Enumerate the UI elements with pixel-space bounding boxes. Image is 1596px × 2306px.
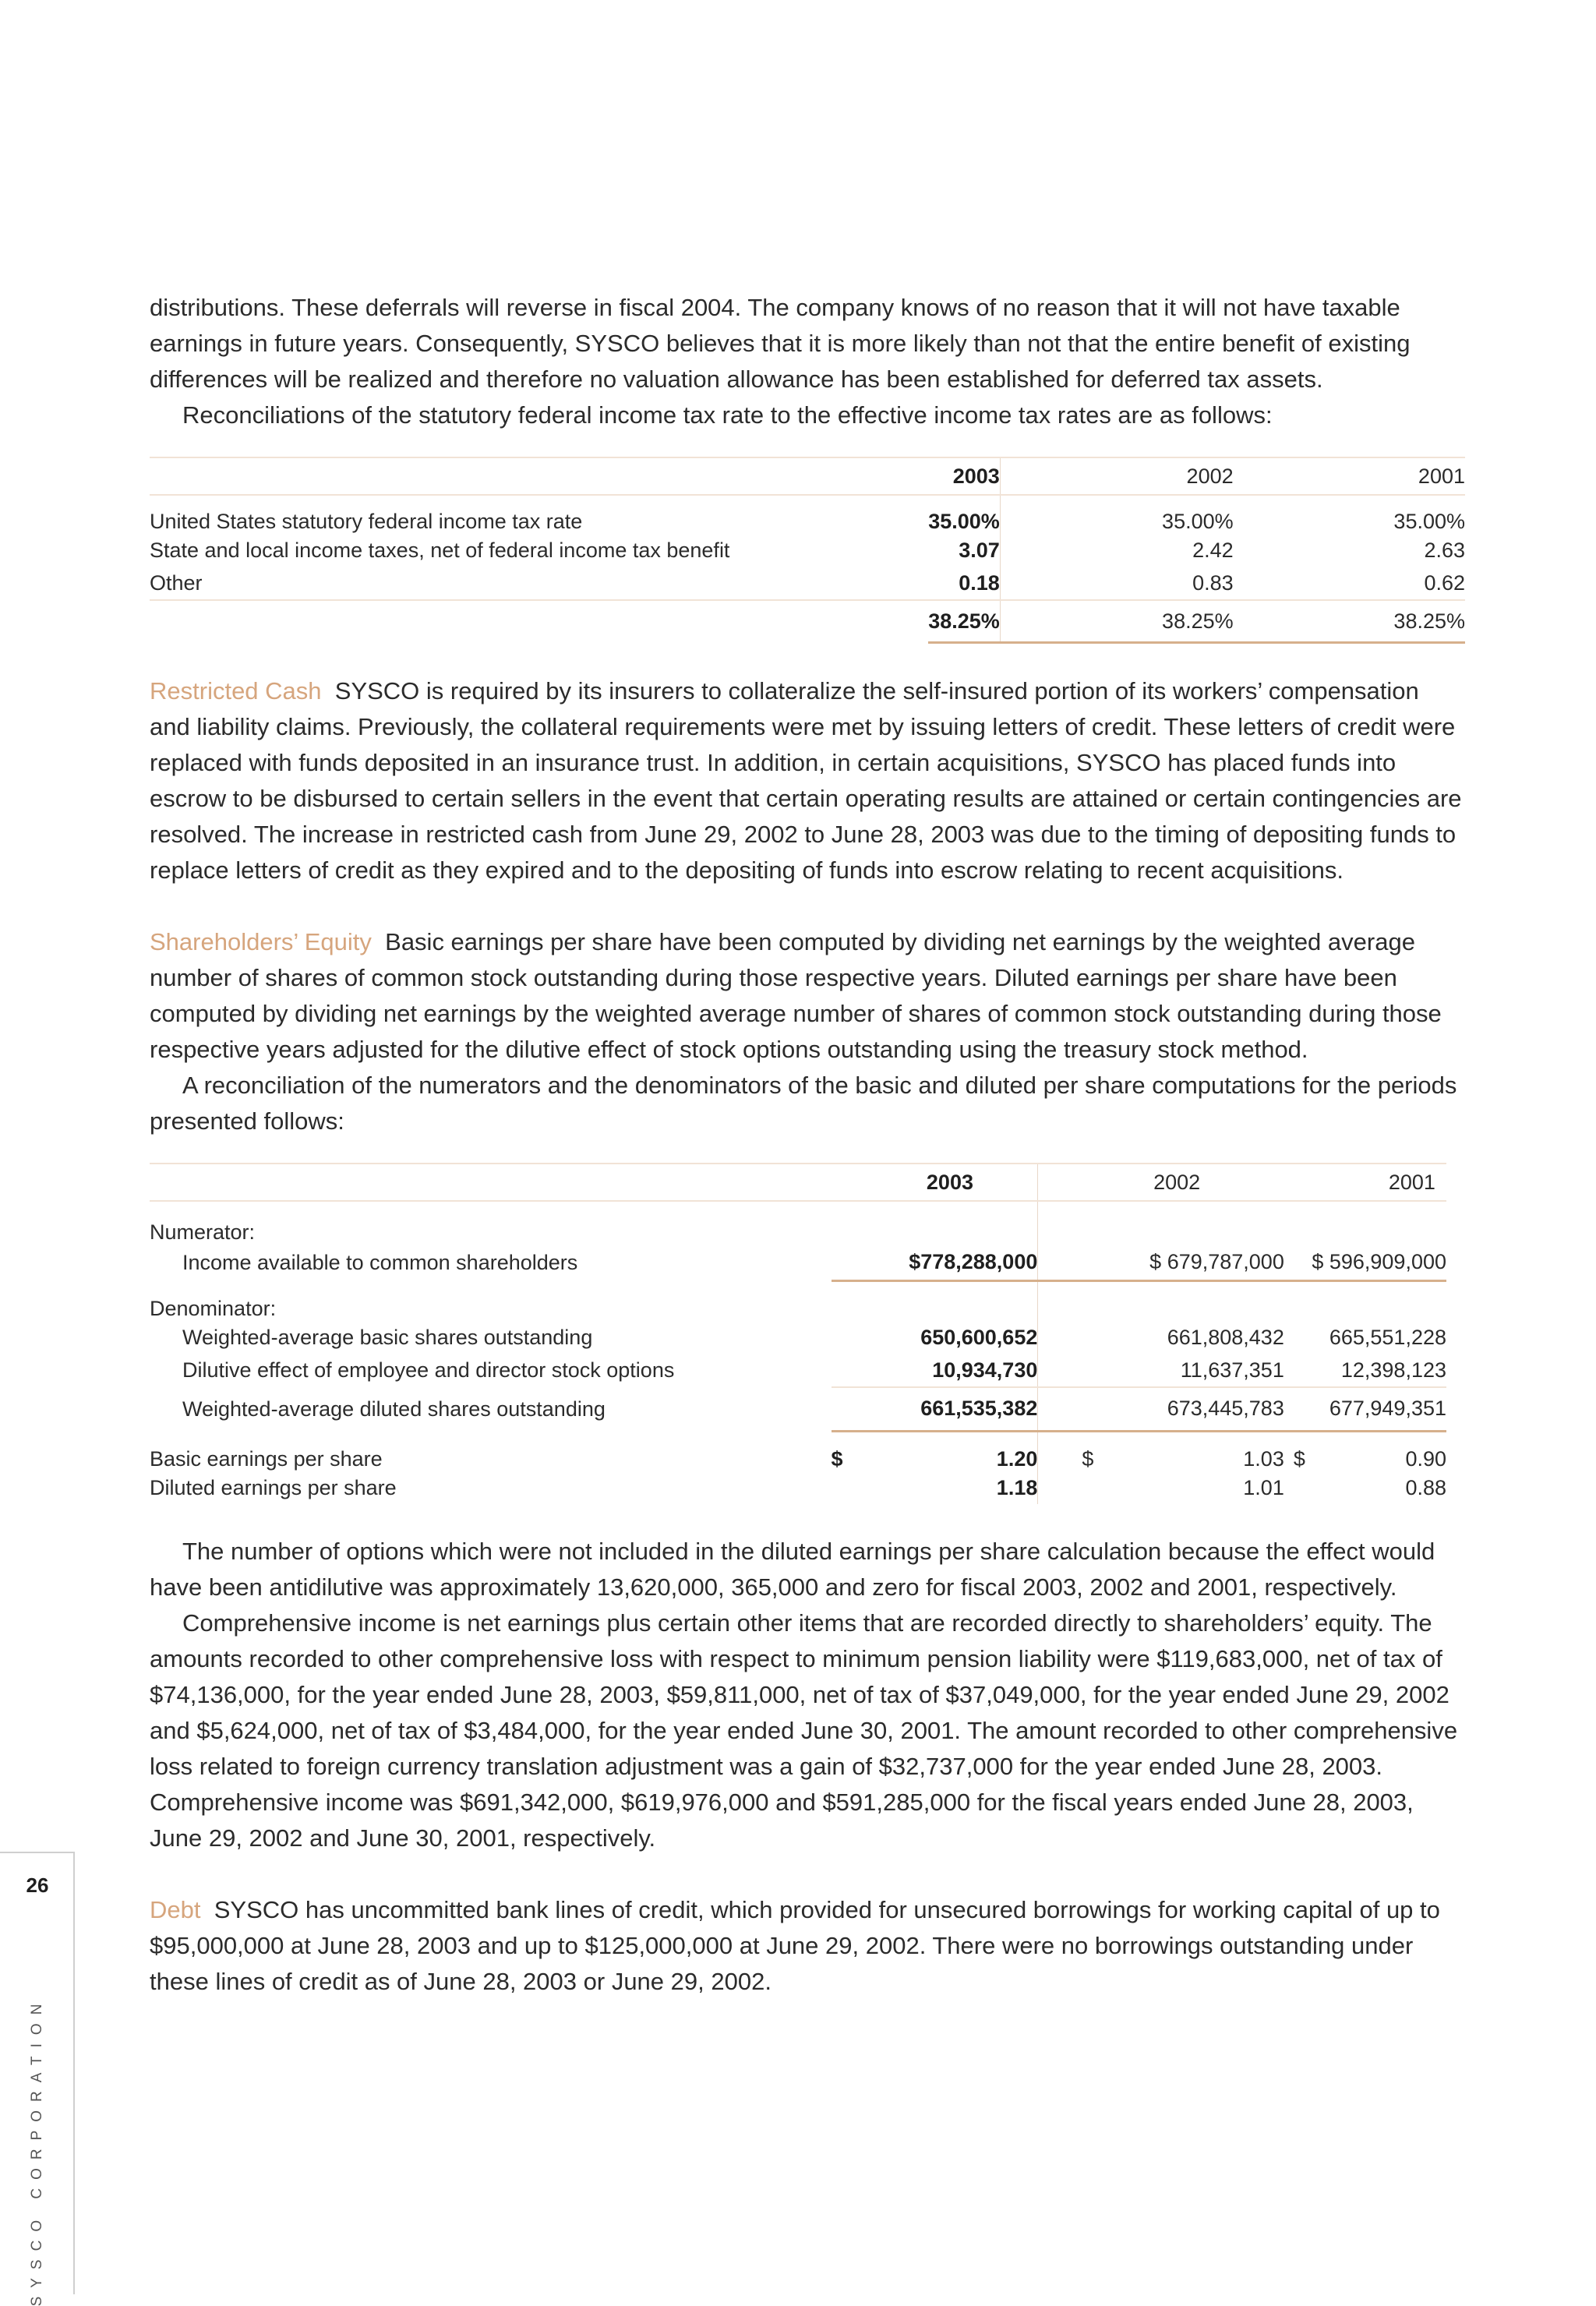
eps-reconciliation-intro: A reconciliation of the numerators and the denominators of the basic and diluted per share computations for the periods presented follows: bbox=[150, 1072, 1457, 1135]
section-heading: Debt bbox=[150, 1896, 201, 1923]
group-label: Denominator: bbox=[150, 1297, 277, 1320]
currency-symbol: $ bbox=[831, 1447, 843, 1471]
row-label: State and local income taxes, net of federal income tax benefit bbox=[150, 538, 730, 562]
cell-value: 0.90 bbox=[1405, 1447, 1446, 1471]
shareholders-equity-section bbox=[150, 924, 1465, 1068]
row-label: Income available to common shareholders bbox=[182, 1250, 578, 1274]
antidilutive-paragraph: The number of options which were not included in the diluted earnings per share calculation because the effect would have been antidilutive was approximately 13,620,000, 365,000 and zero for fiscal 2003, 2002 and 2001, respectively. bbox=[150, 1538, 1435, 1601]
row-label: Weighted-average basic shares outstanding bbox=[182, 1325, 593, 1349]
cell-value: 12,398,123 bbox=[1340, 1358, 1446, 1382]
cell-value: $ 679,787,000 bbox=[1038, 1245, 1284, 1280]
page-content bbox=[150, 290, 1465, 2000]
reconciliation-intro: Reconciliations of the statutory federal income tax rate to the effective income tax rates are as follows: bbox=[182, 401, 1273, 429]
cell-value: 665,551,228 bbox=[1329, 1325, 1446, 1349]
total-row bbox=[150, 600, 1465, 643]
company-name: SYSCO CORPORATION bbox=[29, 1995, 45, 2306]
cell-value: 661,535,382 bbox=[832, 1387, 1038, 1431]
row-label: Other bbox=[150, 570, 203, 595]
table-row bbox=[150, 1245, 1446, 1280]
debt-section bbox=[150, 1892, 1465, 2000]
table-row bbox=[150, 1387, 1446, 1431]
year-header: 2001 bbox=[1234, 457, 1465, 495]
tax-table-header bbox=[150, 457, 1465, 495]
row-label: Dilutive effect of employee and director stock options bbox=[182, 1358, 675, 1382]
cell-value: 10,934,730 bbox=[932, 1358, 1038, 1382]
cell-value: $778,288,000 bbox=[832, 1245, 1038, 1280]
year-header: 2001 bbox=[1284, 1164, 1446, 1201]
cell-value: 11,637,351 bbox=[1038, 1354, 1284, 1387]
cell-value: 0.83 bbox=[1000, 567, 1233, 600]
currency-symbol: $ bbox=[1293, 1447, 1305, 1471]
cell-value: 35.00% bbox=[1000, 495, 1233, 534]
section-text: SYSCO is required by its insurers to collateralize the self-insured portion of its workers’ compensation and liability claims. Previously, the collateral requirements were met by issuing letters of credit. These letters of credit were replaced with funds deposited in an insurance trust. In addition, in certain acquisitions, SYSCO has placed funds into escrow to be disbursed to certain sellers in the event that certain operating results are attained or certain contingencies are resolved. The increase in restricted cash from June 29, 2002 to June 28, 2003 was due to the timing of depositing funds to replace letters of credit as they expired and to the depositing of funds into escrow relating to recent acquisitions. bbox=[150, 677, 1462, 884]
cell-value: 1.20 bbox=[996, 1447, 1038, 1471]
group-label: Numerator: bbox=[150, 1220, 256, 1244]
total-value: 38.25% bbox=[928, 600, 1000, 643]
section-heading: Restricted Cash bbox=[150, 677, 322, 705]
page-number: 26 bbox=[26, 1873, 49, 1897]
cell-value: 1.18 bbox=[996, 1475, 1038, 1499]
table-row bbox=[150, 1471, 1446, 1504]
cell-value: 2.42 bbox=[1000, 534, 1233, 567]
row-label: United States statutory federal income tax rate bbox=[150, 510, 583, 533]
total-value: 38.25% bbox=[1000, 600, 1233, 643]
row-label: Diluted earnings per share bbox=[150, 1475, 397, 1499]
table-row bbox=[150, 1201, 1446, 1245]
cell-value: 0.88 bbox=[1405, 1475, 1446, 1499]
cell-value: 2.63 bbox=[1424, 538, 1465, 562]
cell-value: 35.00% bbox=[1393, 510, 1465, 533]
intro-paragraph: distributions. These deferrals will reverse in fiscal 2004. The company knows of no reason that it will not have taxable earnings in future years. Consequently, SYSCO believes that it is more likely than not that the entire benefit of existing differences will be realized and therefore no valuation allowance has been established for deferred tax assets. bbox=[150, 294, 1411, 393]
table-row bbox=[150, 534, 1465, 567]
total-value: 38.25% bbox=[1234, 600, 1465, 643]
year-header: 2002 bbox=[1000, 457, 1233, 495]
table-row bbox=[150, 1354, 1446, 1387]
cell-value: 1.03 bbox=[1243, 1447, 1284, 1471]
cell-value: 661,808,432 bbox=[1038, 1321, 1284, 1354]
restricted-cash-section bbox=[150, 673, 1465, 888]
table-row bbox=[150, 495, 1465, 534]
cell-value: 35.00% bbox=[928, 510, 1000, 533]
year-header: 2002 bbox=[1038, 1164, 1284, 1201]
eps-table bbox=[150, 1163, 1446, 1504]
sidebar-divider bbox=[73, 1852, 75, 2294]
cell-value: 1.01 bbox=[1243, 1475, 1284, 1499]
table-row bbox=[150, 1321, 1446, 1354]
year-header: 2003 bbox=[832, 1164, 1038, 1201]
cell-value: 650,600,652 bbox=[920, 1325, 1038, 1349]
cell-value: 673,445,783 bbox=[1038, 1387, 1284, 1431]
section-text: SYSCO has uncommitted bank lines of credit, which provided for unsecured borrowings for working capital of up to $95,000,000 at June 28, 2003 and up to $125,000,000 at June 29, 2002. There were no borrowings outstanding under these lines of credit as of June 28, 2003 or June 29, 2002. bbox=[150, 1896, 1440, 1995]
section-heading: Shareholders’ Equity bbox=[150, 928, 372, 955]
tax-rate-table bbox=[150, 457, 1465, 644]
table-row bbox=[150, 567, 1465, 600]
year-header: 2003 bbox=[928, 457, 1000, 495]
cell-value: 677,949,351 bbox=[1284, 1387, 1446, 1431]
eps-table-header bbox=[150, 1164, 1446, 1201]
cell-value: 3.07 bbox=[959, 538, 1000, 562]
cell-value: 0.18 bbox=[959, 570, 1000, 595]
cell-value: $ 596,909,000 bbox=[1284, 1245, 1446, 1280]
table-row bbox=[150, 1280, 1446, 1321]
comprehensive-income-paragraph: Comprehensive income is net earnings plus certain other items that are recorded directly to shareholders’ equity. The amounts recorded to other comprehensive loss with respect to minimum pension liability were $119,683,000, net of tax of $74,136,000, for the year ended June 28, 2003, $59,811,000, net of tax of $37,049,000, for the year ended June 29, 2002 and $5,624,000, net of tax of $3,484,000, for the year ended June 30, 2001. The amount recorded to other comprehensive loss related to foreign currency translation adjustment was a gain of $32,737,000 for the year ended June 28, 2003. Comprehensive income was $691,342,000, $619,976,000 and $591,285,000 for the fiscal years ended June 28, 2003, June 29, 2002 and June 30, 2001, respectively. bbox=[150, 1609, 1458, 1852]
row-label: Basic earnings per share bbox=[150, 1447, 383, 1471]
sidebar-divider bbox=[0, 1852, 75, 1853]
row-label: Weighted-average diluted shares outstanding bbox=[182, 1397, 606, 1421]
currency-symbol: $ bbox=[1038, 1431, 1094, 1471]
section-text: Basic earnings per share have been computed by dividing net earnings by the weighted average number of shares of common stock outstanding during those respective years. Diluted earnings per share have been computed by dividing net earnings by the weighted average number of shares of common stock outstanding during those respective years adjusted for the dilutive effect of stock options outstanding using the treasury stock method. bbox=[150, 928, 1442, 1063]
table-row bbox=[150, 1431, 1446, 1471]
cell-value: 0.62 bbox=[1424, 570, 1465, 595]
